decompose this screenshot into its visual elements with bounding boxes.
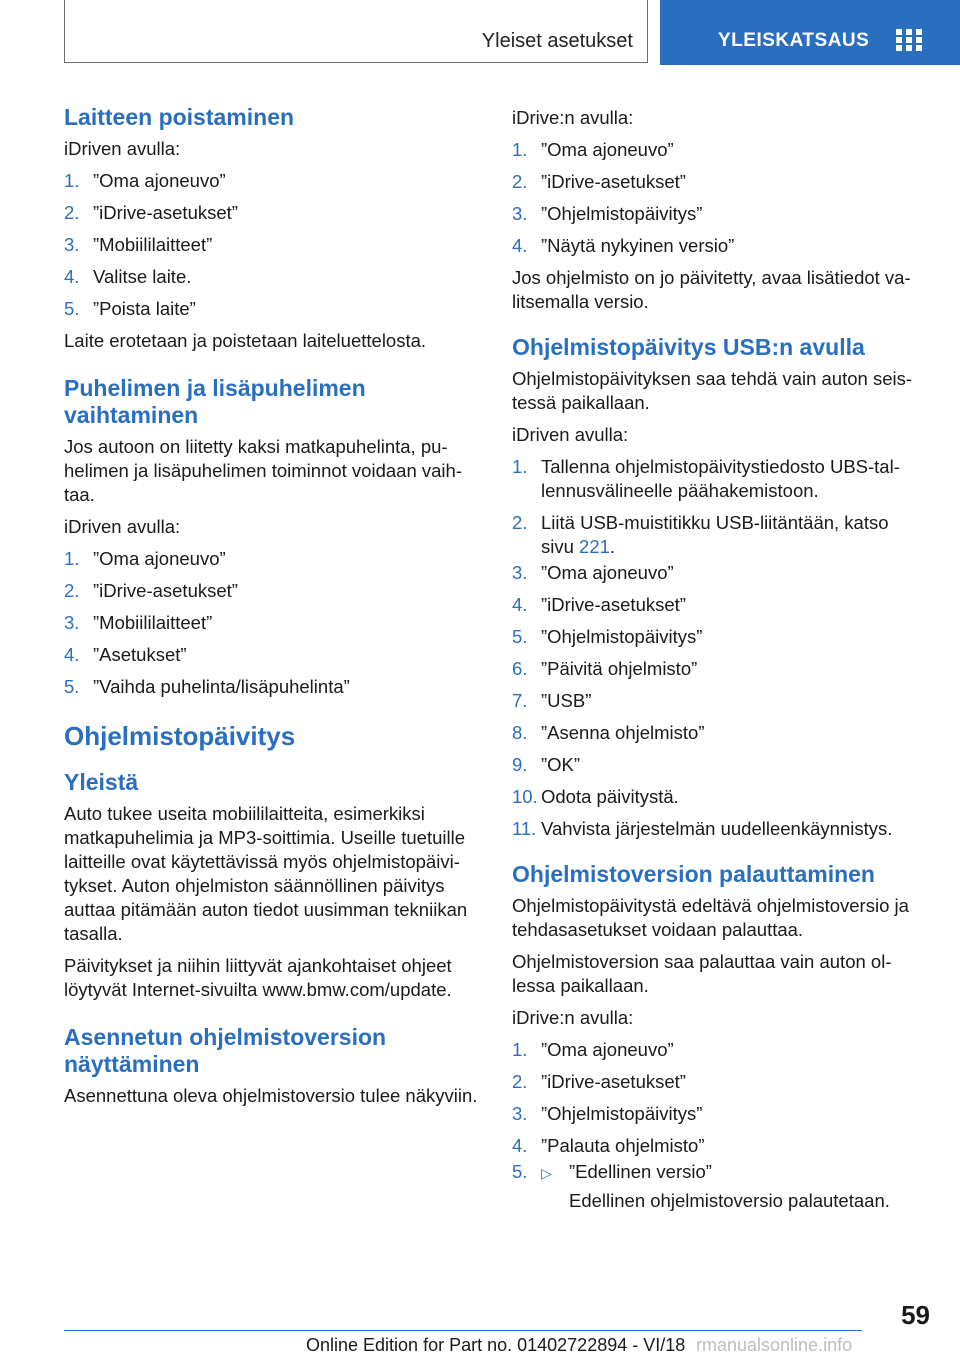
step-text: ”Vaihda puhelinta/lisäpuhelinta” <box>93 676 350 697</box>
heading-show-version: Asennetun ohjelmistoversion näyttäminen <box>64 1024 387 1077</box>
triangle-marker-icon: ▷ <box>541 1165 552 1181</box>
list-item <box>512 138 926 162</box>
heading-phone-switch: Puhelimen ja lisäpuhelimen vaihtaminen <box>64 375 366 428</box>
step-note: Edellinen ohjelmistoversio palautetaan. <box>569 1190 890 1211</box>
step-text: Valitse laite. <box>93 266 192 287</box>
step-number: 1. <box>64 548 80 569</box>
list-item <box>512 234 926 258</box>
step-number: 11. <box>512 818 537 839</box>
steps-list <box>64 169 478 321</box>
step-number: 5. <box>512 626 528 647</box>
paragraph: Päivitykset ja niihin liittyvät ajankohtaiset ohjeet löytyvät Internet-sivuilta www.bmw.com/update. <box>64 955 452 1000</box>
step-text: ”Asetukset” <box>93 644 187 665</box>
list-item <box>64 611 478 635</box>
step-number: 3. <box>512 1103 528 1124</box>
step-number: 7. <box>512 690 528 711</box>
paragraph: Auto tukee useita mobiililaitteita, esimerkiksi matkapuhelimia ja MP3-soittimia. Useille tuetuille laitteille ovat käytettävissä myös ohjelmistopäivitykset. Auton ohjelmiston säännöllinen päivitys auttaa pitämään auton tiedot uusimman tekniikan tasalla. <box>64 803 468 944</box>
heading-version-restore: Ohjelmistoversion palauttaminen <box>512 861 875 887</box>
paragraph: Ohjelmistopäivityksen saa tehdä vain auton seistessä paikallaan. <box>512 368 913 413</box>
step-text: ”USB” <box>541 690 592 711</box>
steps-list <box>512 1160 926 1185</box>
step-text: ”OK” <box>541 754 581 775</box>
left-column <box>64 100 478 1116</box>
step-text: Odota päivitystä. <box>541 786 679 807</box>
list-item <box>512 170 926 194</box>
step-text: ”iDrive-asetukset” <box>541 1071 686 1092</box>
list-item <box>512 202 926 226</box>
list-item <box>512 1102 926 1126</box>
paragraph: iDrive:n avulla: <box>512 107 634 128</box>
steps-list <box>512 138 926 258</box>
step-text: ”Edellinen versio” <box>569 1161 712 1182</box>
list-item <box>512 689 926 713</box>
list-item <box>512 721 926 745</box>
list-item <box>64 675 478 699</box>
step-number: 10. <box>512 786 538 807</box>
steps-list <box>512 1038 926 1158</box>
step-number: 5. <box>64 298 80 319</box>
list-item <box>512 785 926 809</box>
paragraph: Jos ohjelmisto on jo päivitetty, avaa lisätiedot valitsemalla versio. <box>512 267 911 312</box>
step-text: ”Ohjelmistopäivitys” <box>541 203 703 224</box>
step-number: 6. <box>512 658 528 679</box>
step-text: ”iDrive-asetukset” <box>541 171 686 192</box>
list-item <box>512 593 926 617</box>
paragraph: iDriven avulla: <box>64 516 181 537</box>
step-text: ”Mobiililaitteet” <box>93 612 213 633</box>
step-number: 2. <box>512 171 528 192</box>
step-number: 4. <box>512 1135 528 1156</box>
right-column <box>512 100 926 1213</box>
paragraph: iDrive:n avulla: <box>512 1007 634 1028</box>
list-item <box>64 547 478 571</box>
step-text: ”Oma ajoneuvo” <box>541 139 674 160</box>
list-item <box>512 625 926 649</box>
overview-tab[interactable] <box>660 0 960 65</box>
step-number: 3. <box>512 562 528 583</box>
step-number: 8. <box>512 722 528 743</box>
step-text: ”Näytä nykyinen versio” <box>541 235 735 256</box>
heading-usb-update: Ohjelmistopäivitys USB:n avulla <box>512 334 865 360</box>
list-item <box>64 169 478 193</box>
step-number: 3. <box>64 234 80 255</box>
list-item <box>64 265 478 289</box>
paragraph: Ohjelmistopäivitystä edeltävä ohjelmistoversio ja tehdasasetukset voidaan palauttaa. <box>512 895 909 940</box>
paragraph: iDriven avulla: <box>512 424 629 445</box>
list-item <box>512 657 926 681</box>
step-text: Vahvista järjestelmän uudelleenkäynnistys. <box>541 818 893 839</box>
footer-divider <box>64 1330 862 1331</box>
steps-list <box>512 561 926 841</box>
step-number: 3. <box>512 203 528 224</box>
paragraph: Asennettuna oleva ohjelmistoversio tulee näkyviin. <box>64 1085 478 1106</box>
list-item <box>64 297 478 321</box>
heading-device-removal: Laitteen poistaminen <box>64 104 295 130</box>
step-number: 1. <box>64 170 80 191</box>
step-text: ”Oma ajoneuvo” <box>541 562 674 583</box>
list-item <box>512 561 926 585</box>
step-text: ”Ohjelmistopäivitys” <box>541 626 703 647</box>
step-number: 4. <box>64 644 80 665</box>
step-number: 2. <box>512 1071 528 1092</box>
steps-list <box>512 455 926 559</box>
step-text: ”Palauta ohjelmisto” <box>541 1135 705 1156</box>
paragraph: Jos autoon on liitetty kaksi matkapuhelinta, puhelimen ja lisäpuhelimen toiminnot voidaan vaihtaa. <box>64 436 462 505</box>
list-item <box>512 1038 926 1062</box>
list-item <box>64 579 478 603</box>
step-number: 1. <box>512 139 528 160</box>
step-text: ”iDrive-asetukset” <box>541 594 686 615</box>
page-number: 59 <box>901 1300 930 1330</box>
paragraph: iDriven avulla: <box>64 138 181 159</box>
paragraph: Laite erotetaan ja poistetaan laiteluettelosta. <box>64 330 427 351</box>
step-number: 2. <box>64 202 80 223</box>
step-number: 1. <box>512 1039 528 1060</box>
step-text: ”iDrive-asetukset” <box>93 580 238 601</box>
list-item <box>512 753 926 777</box>
list-item <box>64 643 478 667</box>
steps-list <box>64 547 478 699</box>
list-item <box>64 233 478 257</box>
page-link[interactable]: 221 <box>579 536 610 557</box>
list-item <box>512 817 926 841</box>
step-number: 5. <box>64 676 80 697</box>
watermark: rmanualsonline.info <box>696 1335 853 1355</box>
step-text: ”Oma ajoneuvo” <box>93 170 226 191</box>
step-text: Liitä USB-muistitikku USB-liitäntään, katso sivu <box>541 512 889 557</box>
step-text: ”Asenna ohjelmisto” <box>541 722 705 743</box>
step-text: ”Päivitä ohjelmisto” <box>541 658 698 679</box>
list-item: 2. Liitä USB-muistitikku USB-liitäntään, katso sivu 221. <box>512 512 889 557</box>
list-item: 1. Tallenna ohjelmistopäivitystiedosto UBS-tallennusvälineelle päähakemistoon. <box>512 455 926 503</box>
step-text: ”Ohjelmistopäivitys” <box>541 1103 703 1124</box>
step-text: ”Oma ajoneuvo” <box>93 548 226 569</box>
step-number: 2. <box>64 580 80 601</box>
step-text: ”Mobiililaitteet” <box>93 234 213 255</box>
section-title: Yleiset asetukset <box>481 30 633 52</box>
list-item <box>64 201 478 225</box>
step-number: 4. <box>512 235 528 256</box>
list-item <box>512 1070 926 1094</box>
step-text: ”Oma ajoneuvo” <box>541 1039 674 1060</box>
step-number: 4. <box>512 594 528 615</box>
step-number: 9. <box>512 754 528 775</box>
overview-tab-label: YLEISKATSAUS <box>718 30 870 51</box>
heading-general: Yleistä <box>64 769 139 795</box>
step-text: ”Poista laite” <box>93 298 196 319</box>
list-item: 5. ▷ ”Edellinen versio” <box>512 1160 926 1185</box>
step-text: Tallenna ohjelmistopäivitystiedosto UBS-tallennusvälineelle päähakemistoon. <box>541 456 900 501</box>
paragraph: Ohjelmistoversion saa palauttaa vain auton ollessa paikallaan. <box>512 951 892 996</box>
grid-icon <box>896 29 922 51</box>
heading-software-update: Ohjelmistopäivitys <box>64 721 296 751</box>
step-text: ”iDrive-asetukset” <box>93 202 238 223</box>
step-number: 3. <box>64 612 80 633</box>
header-section-box <box>64 0 648 63</box>
list-item <box>512 1134 926 1158</box>
step-number: 4. <box>64 266 80 287</box>
footer-edition: Online Edition for Part no. 01402722894 - VI/18 <box>306 1335 686 1355</box>
